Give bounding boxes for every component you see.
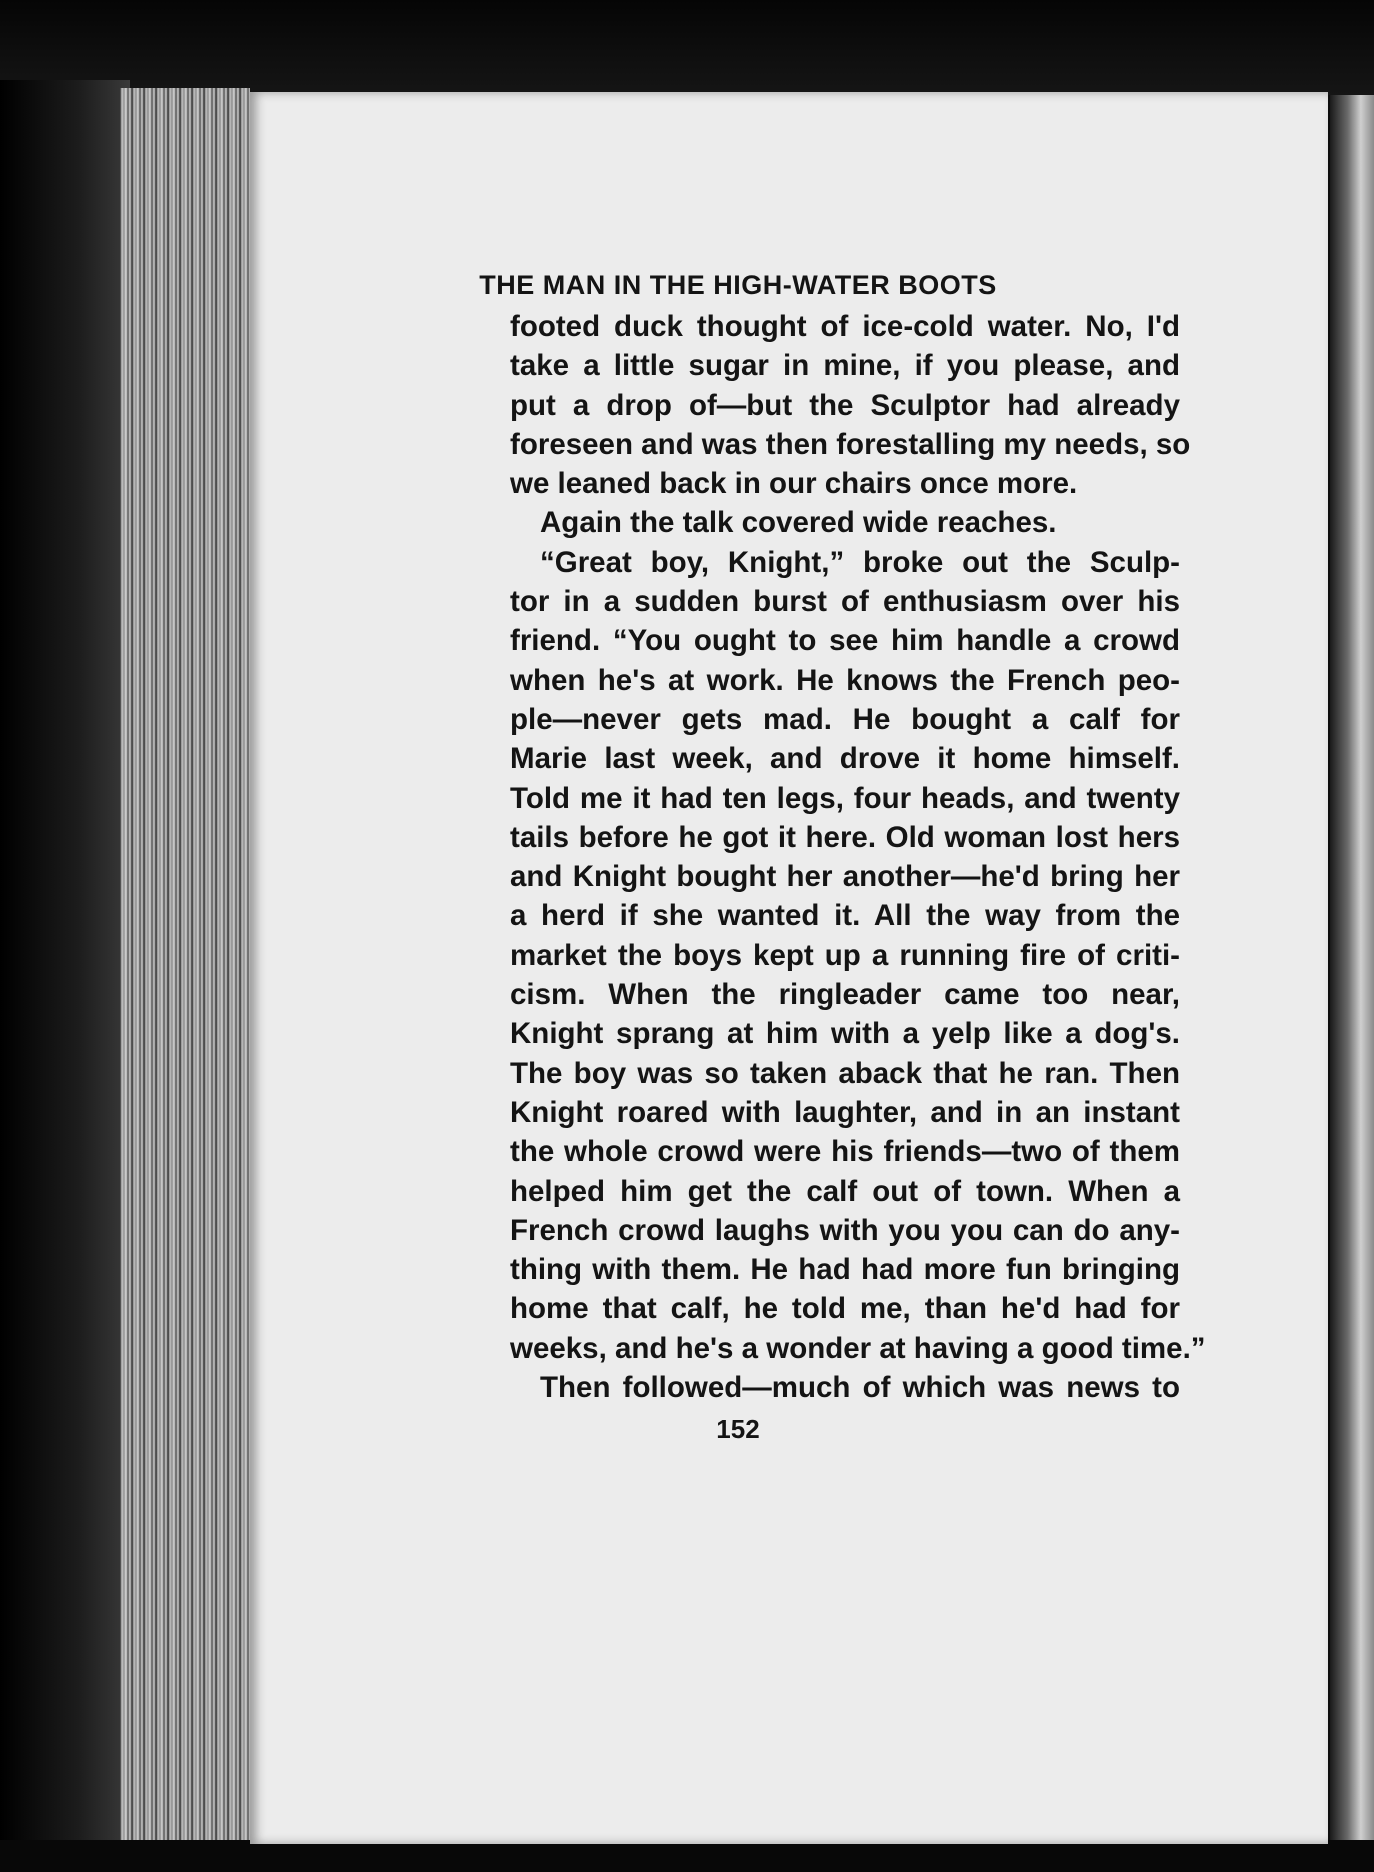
text-line: Knight sprang at him with a yelp like a dog's. xyxy=(510,1017,1180,1051)
running-head: THE MAN IN THE HIGH-WATER BOOTS xyxy=(479,270,997,300)
book-spine-shadow xyxy=(0,80,130,1860)
text-line: we leaned back in our chairs once more. xyxy=(510,467,1078,501)
text-line: helped him get the calf out of town. When a xyxy=(510,1174,1180,1208)
text-line: market the boys kept up a running fire of criti- xyxy=(510,938,1180,972)
text-line: ple—never gets mad. He bought a calf for xyxy=(510,702,1180,736)
page-text-block xyxy=(258,263,1206,1451)
text-line: The boy was so taken aback that he ran. Then xyxy=(510,1056,1180,1090)
text-line: home that calf, he told me, than he'd had for xyxy=(510,1292,1180,1326)
text-line: Then followed—much of which was news to xyxy=(540,1371,1180,1405)
text-line: a herd if she wanted it. All the way from the xyxy=(510,899,1180,933)
text-line: Again the talk covered wide reaches. xyxy=(540,506,1057,540)
text-line: friend. “You ought to see him handle a crowd xyxy=(510,624,1180,658)
text-line: Knight roared with laughter, and in an instant xyxy=(510,1095,1180,1129)
text-line: the whole crowd were his friends—two of them xyxy=(510,1135,1180,1169)
facing-page-edge xyxy=(1330,95,1374,1855)
text-line: tails before he got it here. Old woman lost hers xyxy=(510,820,1180,854)
page-edge-stack xyxy=(120,88,250,1858)
text-line: Told me it had ten legs, four heads, and twenty xyxy=(510,781,1180,815)
text-line: tor in a sudden burst of enthusiasm over his xyxy=(510,585,1180,619)
text-line: Marie last week, and drove it home himself. xyxy=(510,742,1180,776)
scan-bottom-border xyxy=(0,1840,1374,1872)
text-line: “Great boy, Knight,” broke out the Sculp- xyxy=(540,545,1180,579)
scan-top-border xyxy=(0,0,1374,95)
text-line: thing with them. He had had more fun bringing xyxy=(510,1253,1180,1287)
text-line: when he's at work. He knows the French peo- xyxy=(510,663,1180,697)
text-line: French crowd laughs with you you can do any- xyxy=(510,1213,1180,1247)
text-line: foreseen and was then forestalling my needs, so xyxy=(510,427,1191,461)
text-line: take a little sugar in mine, if you please, and xyxy=(510,349,1180,383)
text-line: footed duck thought of ice-cold water. No, I'd xyxy=(510,310,1180,343)
text-line: put a drop of—but the Sculptor had already xyxy=(510,388,1180,422)
text-line: cism. When the ringleader came too near, xyxy=(510,978,1180,1012)
body-text xyxy=(258,307,1206,1407)
text-line: weeks, and he's a wonder at having a good time.” xyxy=(510,1331,1206,1365)
text-line: and Knight bought her another—he'd bring her xyxy=(510,860,1180,894)
page-number: 152 xyxy=(716,1414,760,1445)
